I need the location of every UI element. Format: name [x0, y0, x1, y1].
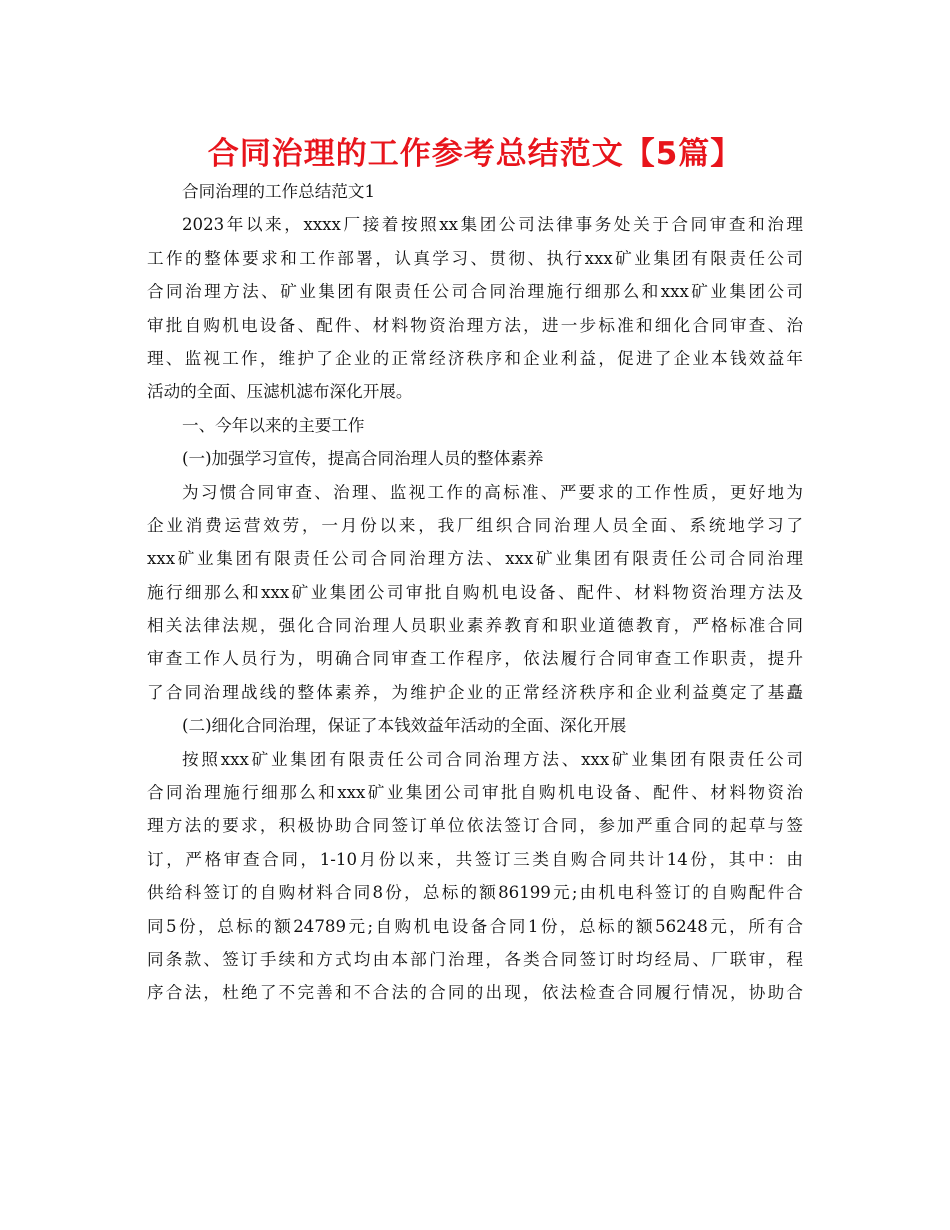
text-line: 相关法律法规，强化合同治理人员职业素养教育和职业道德教育，严格标准合同: [147, 616, 803, 636]
document-body: [147, 175, 803, 1010]
text-line: (一)加强学习宣传，提高合同治理人员的整体素养: [182, 449, 544, 469]
text-line: 同条款、签订手续和方式均由本部门治理，各类合同签订时均经局、厂联审，程: [147, 949, 803, 969]
text-line: 合同治理方法、矿业集团有限责任公司合同治理施行细那么和xxx矿业集团公司: [147, 282, 803, 302]
text-line: 订，严格审查合同，1-10月份以来，共签订三类自购合同共计14份，其中：由: [147, 849, 803, 869]
text-line: xxx矿业集团有限责任公司合同治理方法、xxx矿业集团有限责任公司合同治理: [147, 549, 803, 569]
text-line: 了合同治理战线的整体素养，为维护企业的正常经济秩序和企业利益奠定了基矗: [147, 682, 803, 702]
text-line: 理、监视工作，维护了企业的正常经济秩序和企业利益，促进了企业本钱效益年: [147, 348, 803, 368]
text-line: 合同治理施行细那么和xxx矿业集团公司审批自购机电设备、配件、材料物资治: [147, 783, 803, 803]
text-line: 审批自购机电设备、配件、材料物资治理方法，进一步标准和细化合同审查、治: [147, 315, 803, 335]
text-line: 为习惯合同审查、治理、监视工作的高标准、严要求的工作性质，更好地为: [182, 482, 803, 502]
text-line: 工作的整体要求和工作部署，认真学习、贯彻、执行xxx矿业集团有限责任公司: [147, 248, 803, 268]
text-line: 理方法的要求，积极协助合同签订单位依法签订合同，参加严重合同的起草与签: [147, 816, 803, 836]
text-line: (二)细化合同治理，保证了本钱效益年活动的全面、深化开展: [182, 716, 627, 736]
text-line: 按照xxx矿业集团有限责任公司合同治理方法、xxx矿业集团有限责任公司: [182, 749, 803, 769]
text-line: 活动的全面、压滤机滤布深化开展。: [147, 382, 413, 402]
text-line: 施行细那么和xxx矿业集团公司审批自购机电设备、配件、材料物资治理方法及: [147, 582, 803, 602]
text-line: 合同治理的工作总结范文1: [182, 182, 376, 201]
text-line: 审查工作人员行为，明确合同审查工作程序，依法履行合同审查工作职责，提升: [147, 649, 803, 669]
text-line: 同5份，总标的额24789元;自购机电设备合同1份，总标的额56248元，所有合: [147, 916, 803, 936]
document-title: 合同治理的工作参考总结范文【5篇】: [207, 136, 743, 172]
text-line: 一、今年以来的主要工作: [182, 415, 365, 435]
text-line: 2023年以来，xxxx厂接着按照xx集团公司法律事务处关于合同审查和治理: [182, 215, 803, 235]
text-line: 序合法，杜绝了不完善和不合法的合同的出现，依法检查合同履行情况，协助合: [147, 983, 803, 1003]
text-line: 企业消费运营效劳，一月份以来，我厂组织合同治理人员全面、系统地学习了: [147, 515, 803, 535]
text-line: 供给科签订的自购材料合同8份，总标的额86199元;由机电科签订的自购配件合: [147, 883, 803, 903]
